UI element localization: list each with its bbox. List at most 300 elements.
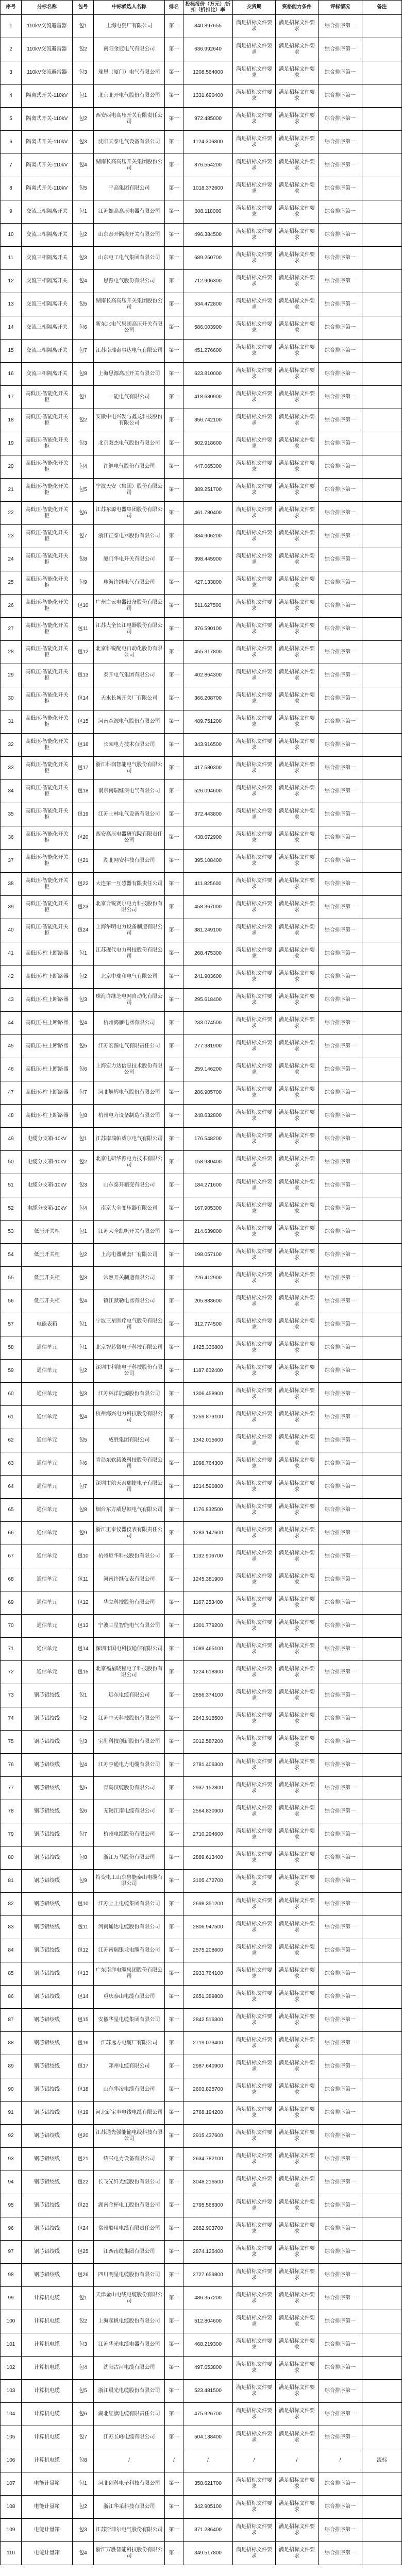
lot-name-cell: 通信单元 — [22, 1638, 73, 1661]
table-row — [1, 873, 402, 896]
lot-name-cell: 高低压-智能化开关柜 — [22, 850, 73, 873]
bidder-name-cell: 长园电力技术有限公司 — [94, 734, 165, 757]
table-row — [1, 965, 402, 989]
bid-price-cell: 2719.073400 — [183, 2032, 233, 2055]
remark-cell — [362, 1777, 402, 1800]
evaluation-cell: 综合排序第一 — [319, 2426, 362, 2449]
package-number-cell: 包1 — [73, 15, 94, 38]
table-row — [1, 1591, 402, 1615]
qualification-cell: 满足招标文件要求 — [276, 270, 319, 293]
remark-cell — [362, 2032, 402, 2055]
rank-cell: 第一 — [165, 710, 183, 734]
lot-name-cell: 高低压-智能化开关柜 — [22, 757, 73, 780]
serial-number-cell: 76 — [1, 1754, 22, 1777]
remark-cell — [362, 2310, 402, 2333]
evaluation-cell: 综合排序第一 — [319, 1012, 362, 1035]
delivery-period-cell: 满足招标文件要求 — [233, 386, 276, 409]
bidder-name-cell: 江苏上上电缆集团有限公司 — [94, 1893, 165, 1916]
rank-cell: 第一 — [165, 1406, 183, 1429]
evaluation-cell: 综合排序第一 — [319, 1406, 362, 1429]
qualification-cell: 满足招标文件要求 — [276, 1151, 319, 1174]
package-number-cell: 包9 — [73, 1870, 94, 1893]
serial-number-cell: 105 — [1, 2426, 22, 2449]
table-row — [1, 1267, 402, 1290]
rank-cell: 第一 — [165, 2125, 183, 2148]
table-row — [1, 2310, 402, 2333]
serial-number-cell: 88 — [1, 2032, 22, 2055]
evaluation-cell: 综合排序第一 — [319, 15, 362, 38]
delivery-period-cell: 满足招标文件要求 — [233, 2310, 276, 2333]
qualification-cell: 满足招标文件要求 — [276, 1267, 319, 1290]
serial-number-cell: 53 — [1, 1221, 22, 1244]
serial-number-cell: 83 — [1, 1916, 22, 1939]
bidder-name-cell: 宁波天安（集团）股份有限公司 — [94, 479, 165, 502]
qualification-cell: 满足招标文件要求 — [276, 247, 319, 270]
package-number-cell: 包18 — [73, 780, 94, 803]
bidder-name-cell: 山东华凌电缆有限公司 — [94, 2078, 165, 2102]
lot-name-cell: 低压开关柜 — [22, 1221, 73, 1244]
serial-number-cell: 29 — [1, 664, 22, 687]
bid-price-cell: 451.276600 — [183, 340, 233, 363]
lot-name-cell: 通信单元 — [22, 1336, 73, 1360]
table-row — [1, 2472, 402, 2496]
rank-cell: 第一 — [165, 108, 183, 131]
package-number-cell: 包16 — [73, 2032, 94, 2055]
remark-cell — [362, 108, 402, 131]
rank-cell: 第一 — [165, 1731, 183, 1754]
table-row — [1, 2287, 402, 2310]
table-row — [1, 1383, 402, 1406]
package-number-cell: 包13 — [73, 1962, 94, 1986]
rank-cell: 第一 — [165, 1591, 183, 1615]
delivery-period-cell: 满足招标文件要求 — [233, 502, 276, 525]
package-number-cell: 包8 — [73, 1499, 94, 1522]
bid-price-cell: 427.133800 — [183, 571, 233, 595]
serial-number-cell: 49 — [1, 1128, 22, 1151]
bidder-name-cell: 江苏长峰电缆有限公司 — [94, 2426, 165, 2449]
bidder-name-cell: 江苏士林电气设备有限公司 — [94, 803, 165, 826]
table-row — [1, 1707, 402, 1731]
bidder-name-cell: 杭州海兴电力科技股份有限公司 — [94, 1406, 165, 1429]
lot-name-cell: 高低压-柱上断路器 — [22, 989, 73, 1012]
remark-cell — [362, 618, 402, 641]
serial-number-cell: 50 — [1, 1151, 22, 1174]
remark-cell — [362, 2148, 402, 2171]
package-number-cell: 包2 — [73, 2496, 94, 2519]
lot-name-cell: 钢芯铝绞线 — [22, 1823, 73, 1846]
delivery-period-cell: 满足招标文件要求 — [233, 710, 276, 734]
evaluation-cell: 综合排序第一 — [319, 687, 362, 710]
lot-name-cell: 钢芯铝绞线 — [22, 1962, 73, 1986]
bidder-name-cell: 南京大全变压器有限公司 — [94, 1197, 165, 1221]
rank-cell: 第一 — [165, 84, 183, 108]
bidder-name-cell: 河南许继仪表有限公司 — [94, 1568, 165, 1591]
evaluation-cell: 综合排序第一 — [319, 1870, 362, 1893]
bid-price-cell: 586.003900 — [183, 316, 233, 340]
lot-name-cell: 钢芯铝绞线 — [22, 2055, 73, 2078]
evaluation-cell: 综合排序第一 — [319, 270, 362, 293]
rank-cell: 第一 — [165, 1568, 183, 1591]
lot-name-cell: 钢芯铝绞线 — [22, 1707, 73, 1731]
delivery-period-cell: 满足招标文件要求 — [233, 2519, 276, 2542]
bid-price-cell: / — [183, 2449, 233, 2472]
lot-name-cell: 通信单元 — [22, 1383, 73, 1406]
rank-cell: 第一 — [165, 1476, 183, 1499]
delivery-period-cell: 满足招标文件要求 — [233, 1568, 276, 1591]
evaluation-cell: 综合排序第一 — [319, 989, 362, 1012]
evaluation-cell: 综合排序第一 — [319, 780, 362, 803]
lot-name-cell: 高低压-智能化开关柜 — [22, 571, 73, 595]
package-number-cell: 包10 — [73, 595, 94, 618]
bidder-name-cell: 浙江万胜智能科技股份有限公司 — [94, 2542, 165, 2565]
lot-name-cell: 隔离式开关-110kV — [22, 84, 73, 108]
serial-number-cell: 1 — [1, 15, 22, 38]
table-row — [1, 1777, 402, 1800]
delivery-period-cell: 满足招标文件要求 — [233, 293, 276, 316]
header-delivery-period: 交货期 — [233, 1, 276, 15]
table-row — [1, 1476, 402, 1499]
package-number-cell: 包11 — [73, 1916, 94, 1939]
lot-name-cell: 钢芯铝绞线 — [22, 2148, 73, 2171]
header-package-number: 包号 — [73, 1, 94, 15]
table-row — [1, 293, 402, 316]
bidder-name-cell: 浙江华采科技有限公司 — [94, 2496, 165, 2519]
qualification-cell: 满足招标文件要求 — [276, 1221, 319, 1244]
serial-number-cell: 28 — [1, 641, 22, 664]
delivery-period-cell: 满足招标文件要求 — [233, 1151, 276, 1174]
remark-cell — [362, 2287, 402, 2310]
bid-price-cell: 447.065300 — [183, 455, 233, 479]
bid-price-cell: 226.412900 — [183, 1267, 233, 1290]
serial-number-cell: 22 — [1, 502, 22, 525]
lot-name-cell: 高低压-智能化开关柜 — [22, 502, 73, 525]
remark-cell — [362, 340, 402, 363]
lot-name-cell: 电能表箱 — [22, 1313, 73, 1336]
delivery-period-cell: 满足招标文件要求 — [233, 2171, 276, 2194]
delivery-period-cell: 满足招标文件要求 — [233, 2472, 276, 2496]
qualification-cell: 满足招标文件要求 — [276, 1197, 319, 1221]
table-row — [1, 1823, 402, 1846]
package-number-cell: 包7 — [73, 1081, 94, 1105]
lot-name-cell: 高低压-智能化开关柜 — [22, 687, 73, 710]
remark-cell — [362, 710, 402, 734]
remark-cell — [362, 873, 402, 896]
remark-cell — [362, 1452, 402, 1476]
evaluation-cell: 综合排序第一 — [319, 1962, 362, 1986]
serial-number-cell: 15 — [1, 340, 22, 363]
package-number-cell: 包23 — [73, 2194, 94, 2217]
rank-cell: 第一 — [165, 1846, 183, 1870]
bid-price-cell: 2643.918500 — [183, 1707, 233, 1731]
qualification-cell: 满足招标文件要求 — [276, 2171, 319, 2194]
serial-number-cell: 18 — [1, 409, 22, 432]
bidder-name-cell: 杭州鸿雁电器有限公司 — [94, 1012, 165, 1035]
lot-name-cell: 高低压-柱上断路器 — [22, 965, 73, 989]
qualification-cell: 满足招标文件要求 — [276, 2542, 319, 2565]
remark-cell — [362, 1081, 402, 1105]
lot-name-cell: 电缆分支箱-10kV — [22, 1151, 73, 1174]
bidder-name-cell: 江苏林洋能源股份有限公司 — [94, 1383, 165, 1406]
bid-price-cell: 496.384500 — [183, 224, 233, 247]
rank-cell: 第一 — [165, 1221, 183, 1244]
table-row — [1, 1661, 402, 1684]
bid-price-cell: 2889.613400 — [183, 1846, 233, 1870]
delivery-period-cell: 满足招标文件要求 — [233, 687, 276, 710]
serial-number-cell: 27 — [1, 618, 22, 641]
serial-number-cell: 26 — [1, 595, 22, 618]
remark-cell — [362, 1383, 402, 1406]
table-row — [1, 1939, 402, 1962]
lot-name-cell: 高低压-智能化开关柜 — [22, 548, 73, 571]
bid-price-cell: 534.472800 — [183, 293, 233, 316]
bid-price-cell: 1132.906700 — [183, 1545, 233, 1568]
package-number-cell: 包8 — [73, 548, 94, 571]
lot-name-cell: 计算机电缆 — [22, 2310, 73, 2333]
serial-number-cell: 24 — [1, 548, 22, 571]
lot-name-cell: 钢芯铝绞线 — [22, 1916, 73, 1939]
evaluation-cell: 综合排序第一 — [319, 177, 362, 200]
delivery-period-cell: 满足招标文件要求 — [233, 1267, 276, 1290]
lot-name-cell: 110kV交流避雷器 — [22, 38, 73, 61]
delivery-period-cell: 满足招标文件要求 — [233, 1476, 276, 1499]
bid-price-cell: 259.146200 — [183, 1058, 233, 1081]
package-number-cell: 包3 — [73, 61, 94, 84]
serial-number-cell: 100 — [1, 2310, 22, 2333]
bidder-name-cell: 新东北电气集团高压开关有限公司 — [94, 316, 165, 340]
package-number-cell: 包1 — [73, 1221, 94, 1244]
qualification-cell: 满足招标文件要求 — [276, 989, 319, 1012]
table-row — [1, 455, 402, 479]
serial-number-cell: 77 — [1, 1777, 22, 1800]
delivery-period-cell: 满足招标文件要求 — [233, 734, 276, 757]
evaluation-cell: 综合排序第一 — [319, 340, 362, 363]
serial-number-cell: 13 — [1, 293, 22, 316]
lot-name-cell: 高低压-智能化开关柜 — [22, 896, 73, 919]
qualification-cell: 满足招标文件要求 — [276, 965, 319, 989]
evaluation-cell: 综合排序第一 — [319, 1476, 362, 1499]
qualification-cell: 满足招标文件要求 — [276, 525, 319, 548]
qualification-cell: 满足招标文件要求 — [276, 1383, 319, 1406]
bidder-name-cell: 上海起帆电缆股份有限公司 — [94, 2310, 165, 2333]
rank-cell: 第一 — [165, 641, 183, 664]
evaluation-cell: 综合排序第一 — [319, 1568, 362, 1591]
table-row — [1, 2426, 402, 2449]
lot-name-cell: 高低压-柱上断路器 — [22, 1058, 73, 1081]
remark-cell — [362, 1545, 402, 1568]
package-number-cell: 包15 — [73, 710, 94, 734]
rank-cell: 第一 — [165, 2357, 183, 2380]
package-number-cell: 包6 — [73, 1452, 94, 1476]
package-number-cell: 包7 — [73, 1476, 94, 1499]
serial-number-cell: 108 — [1, 2496, 22, 2519]
remark-cell — [362, 989, 402, 1012]
qualification-cell: 满足招标文件要求 — [276, 2333, 319, 2357]
table-row — [1, 154, 402, 177]
delivery-period-cell: 满足招标文件要求 — [233, 850, 276, 873]
rank-cell: 第一 — [165, 757, 183, 780]
bid-price-cell: 371.286400 — [183, 2519, 233, 2542]
rank-cell: 第一 — [165, 1916, 183, 1939]
qualification-cell: 满足招标文件要求 — [276, 2055, 319, 2078]
delivery-period-cell: 满足招标文件要求 — [233, 1545, 276, 1568]
evaluation-cell: 综合排序第一 — [319, 1684, 362, 1707]
package-number-cell: 包6 — [73, 2403, 94, 2426]
evaluation-cell: 综合排序第一 — [319, 1638, 362, 1661]
delivery-period-cell: 满足招标文件要求 — [233, 1800, 276, 1823]
bid-price-cell: 972.485000 — [183, 108, 233, 131]
table-row — [1, 2241, 402, 2264]
evaluation-cell: 综合排序第一 — [319, 316, 362, 340]
qualification-cell: 满足招标文件要求 — [276, 1499, 319, 1522]
package-number-cell: 包22 — [73, 873, 94, 896]
package-number-cell: 包8 — [73, 363, 94, 386]
lot-name-cell: 钢芯铝绞线 — [22, 2009, 73, 2032]
bidder-name-cell: 深圳市科陆电子科技股份有限公司 — [94, 1360, 165, 1383]
lot-name-cell: 高低压-智能化开关柜 — [22, 734, 73, 757]
evaluation-cell: 综合排序第一 — [319, 1336, 362, 1360]
delivery-period-cell: 满足招标文件要求 — [233, 1035, 276, 1058]
bidder-name-cell: 平高集团有限公司 — [94, 177, 165, 200]
bid-price-cell: 248.632800 — [183, 1105, 233, 1128]
remark-cell — [362, 1267, 402, 1290]
lot-name-cell: 通信单元 — [22, 1568, 73, 1591]
remark-cell — [362, 1012, 402, 1035]
bidder-name-cell: 山东电工电气集团有限公司 — [94, 247, 165, 270]
lot-name-cell: 高低压-柱上断路器 — [22, 942, 73, 965]
delivery-period-cell: 满足招标文件要求 — [233, 2055, 276, 2078]
bidder-name-cell: 湖南金杯电工股份有限公司 — [94, 2194, 165, 2217]
package-number-cell: 包4 — [73, 1012, 94, 1035]
package-number-cell: 包26 — [73, 2264, 94, 2287]
table-header-row — [1, 1, 402, 15]
evaluation-cell: 综合排序第一 — [319, 2032, 362, 2055]
bidder-name-cell: 北京中瑞和电气有限公司 — [94, 965, 165, 989]
serial-number-cell: 78 — [1, 1800, 22, 1823]
remark-cell — [362, 2078, 402, 2102]
evaluation-cell: 综合排序第一 — [319, 154, 362, 177]
bid-price-cell: 1342.015600 — [183, 1429, 233, 1452]
qualification-cell: 满足招标文件要求 — [276, 734, 319, 757]
table-row — [1, 363, 402, 386]
qualification-cell: 满足招标文件要求 — [276, 2148, 319, 2171]
delivery-period-cell: 满足招标文件要求 — [233, 1452, 276, 1476]
evaluation-cell: 综合排序第一 — [319, 965, 362, 989]
delivery-period-cell: 满足招标文件要求 — [233, 1615, 276, 1638]
delivery-period-cell: 满足招标文件要求 — [233, 989, 276, 1012]
rank-cell: 第一 — [165, 1615, 183, 1638]
package-number-cell: 包1 — [73, 2472, 94, 2496]
lot-name-cell: 低压开关柜 — [22, 1244, 73, 1267]
rank-cell: 第一 — [165, 15, 183, 38]
remark-cell — [362, 1035, 402, 1058]
bid-price-cell: 343.916500 — [183, 734, 233, 757]
bidder-name-cell: 湖北网安科技有限公司 — [94, 850, 165, 873]
delivery-period-cell: 满足招标文件要求 — [233, 1313, 276, 1336]
qualification-cell: 满足招标文件要求 — [276, 479, 319, 502]
serial-number-cell: 38 — [1, 873, 22, 896]
delivery-period-cell: 满足招标文件要求 — [233, 1429, 276, 1452]
evaluation-cell: 综合排序第一 — [319, 2078, 362, 2102]
rank-cell: 第一 — [165, 1707, 183, 1731]
bid-price-cell: 312.774500 — [183, 1313, 233, 1336]
table-row — [1, 2403, 402, 2426]
rank-cell: 第一 — [165, 432, 183, 455]
bid-price-cell: 418.630900 — [183, 386, 233, 409]
table-row — [1, 2357, 402, 2380]
qualification-cell: 满足招标文件要求 — [276, 942, 319, 965]
remark-cell — [362, 1893, 402, 1916]
bidder-name-cell: 瑞恩（厦门）电气有限公司 — [94, 61, 165, 84]
remark-cell — [362, 2009, 402, 2032]
delivery-period-cell: 满足招标文件要求 — [233, 1638, 276, 1661]
rank-cell: 第一 — [165, 1684, 183, 1707]
serial-number-cell: 103 — [1, 2380, 22, 2403]
table-row — [1, 84, 402, 108]
table-row — [1, 757, 402, 780]
evaluation-cell: 综合排序第一 — [319, 1151, 362, 1174]
qualification-cell: 满足招标文件要求 — [276, 1800, 319, 1823]
remark-cell — [362, 479, 402, 502]
bidder-name-cell: 江苏东源电器集团股份有限公司 — [94, 502, 165, 525]
delivery-period-cell: 满足招标文件要求 — [233, 641, 276, 664]
serial-number-cell: 79 — [1, 1823, 22, 1846]
rank-cell: 第一 — [165, 1197, 183, 1221]
table-row — [1, 61, 402, 84]
remark-cell — [362, 2542, 402, 2565]
serial-number-cell: 91 — [1, 2102, 22, 2125]
table-row — [1, 1290, 402, 1313]
remark-cell — [362, 1800, 402, 1823]
header-rank: 排名 — [165, 1, 183, 15]
lot-name-cell: 高低压-智能化开关柜 — [22, 641, 73, 664]
bidder-name-cell: 广东南洋电缆集团股份有限公司 — [94, 1962, 165, 1986]
package-number-cell: 包3 — [73, 247, 94, 270]
bidder-name-cell: 镇江默勒电器有限公司 — [94, 1290, 165, 1313]
remark-cell — [362, 1522, 402, 1545]
remark-cell — [362, 919, 402, 942]
serial-number-cell: 73 — [1, 1684, 22, 1707]
bid-price-cell: 398.445900 — [183, 548, 233, 571]
bid-price-cell: 636.992640 — [183, 38, 233, 61]
delivery-period-cell: 满足招标文件要求 — [233, 1244, 276, 1267]
qualification-cell: 满足招标文件要求 — [276, 1870, 319, 1893]
table-row — [1, 1615, 402, 1638]
package-number-cell: 包2 — [73, 224, 94, 247]
remark-cell — [362, 1870, 402, 1893]
rank-cell: 第一 — [165, 896, 183, 919]
bid-price-cell: 2937.152800 — [183, 1777, 233, 1800]
table-row — [1, 1360, 402, 1383]
package-number-cell: 包15 — [73, 2009, 94, 2032]
remark-cell — [362, 1429, 402, 1452]
remark-cell — [362, 1499, 402, 1522]
delivery-period-cell: 满足招标文件要求 — [233, 1870, 276, 1893]
package-number-cell: 包11 — [73, 618, 94, 641]
bidder-name-cell: 宁波三星智能电气有限公司 — [94, 1615, 165, 1638]
bid-price-cell: 502.918600 — [183, 432, 233, 455]
bidder-name-cell: 河北新宝丰电线电缆有限公司 — [94, 2102, 165, 2125]
bid-price-cell: 1301.779200 — [183, 1615, 233, 1638]
lot-name-cell: 计算机电缆 — [22, 2380, 73, 2403]
delivery-period-cell: 满足招标文件要求 — [233, 803, 276, 826]
lot-name-cell: 钢芯铝绞线 — [22, 2241, 73, 2264]
serial-number-cell: 75 — [1, 1731, 22, 1754]
table-row — [1, 641, 402, 664]
evaluation-cell: 综合排序第一 — [319, 2264, 362, 2287]
package-number-cell: 包11 — [73, 1568, 94, 1591]
serial-number-cell: 4 — [1, 84, 22, 108]
table-row — [1, 1568, 402, 1591]
